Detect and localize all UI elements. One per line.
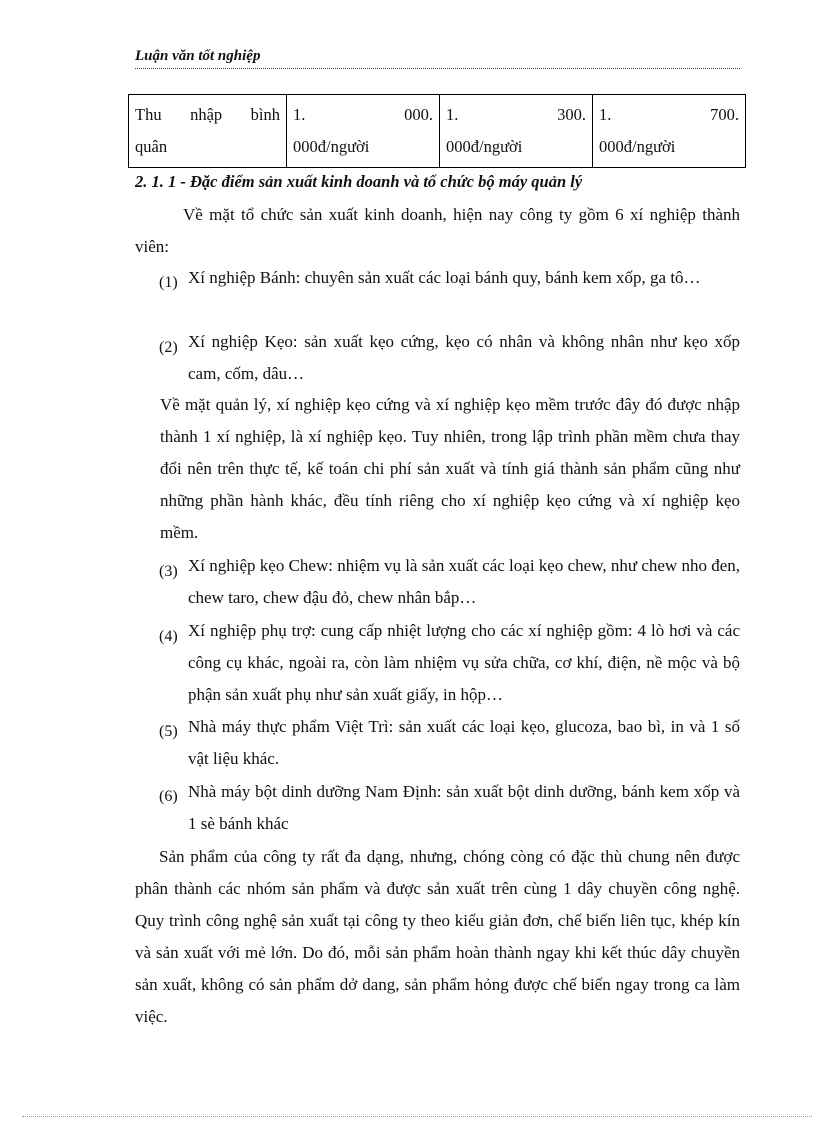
list-number: (4) (159, 628, 178, 645)
income-label-line2: quân (135, 137, 168, 156)
income-cell-2 (440, 95, 593, 168)
header-divider (135, 68, 740, 69)
list-number: (2) (159, 339, 178, 356)
list-number: (3) (159, 563, 178, 580)
intro-paragraph: Về mặt tổ chức sản xuất kinh doanh, hiện nay công ty gồm 6 xí nghiệp thành viên: (135, 205, 740, 256)
income-cell-line2: 000đ/người (446, 137, 523, 156)
income-cell-line2: 000đ/người (599, 137, 676, 156)
list-number: (1) (159, 274, 178, 291)
income-cell-line1: 1. 000. (293, 105, 433, 124)
footer-divider (22, 1116, 812, 1117)
income-table (128, 94, 746, 168)
income-cell-1 (287, 95, 440, 168)
income-cell-3 (593, 95, 746, 168)
list-item: Xí nghiệp kẹo Chew: nhiệm vụ là sản xuất các loại kẹo chew, như chew nho đen, chew taro, chew đậu đỏ, chew nhân bắp… (188, 556, 740, 607)
income-label-line1: Thu nhập bình (135, 105, 280, 124)
list-number: (5) (159, 723, 178, 740)
income-cell-line2: 000đ/người (293, 137, 370, 156)
income-cell-line1: 1. 300. (446, 105, 586, 124)
income-label-cell (129, 95, 287, 168)
product-paragraph: Sản phẩm của công ty rất đa dạng, nhưng, chóng còng có đặc thù chung nên được phân thành các nhóm sản phẩm và được sản xuất trên cùng 1 dây chuyền công nghệ. Quy trình công nghệ sản xuất tại công ty theo kiểu giản đơn, chế biến liên tục, khép kín và sản xuất với mẻ lớn. Do đó, mỗi sản phẩm hoàn thành ngay khi kết thúc dây chuyền sản xuất, không có sản phẩm dở dang, sản phẩm hỏng được chế biến ngay trong ca làm việc. (135, 847, 740, 1026)
list-item: Xí nghiệp Bánh: chuyên sản xuất các loại bánh quy, bánh kem xốp, ga tô… (188, 268, 701, 287)
list-item: Xí nghiệp Kẹo: sản xuất kẹo cứng, kẹo có nhân và không nhân như kẹo xốp cam, cốm, dâu… (188, 332, 740, 383)
list-item: Xí nghiệp phụ trợ: cung cấp nhiệt lượng cho các xí nghiệp gồm: 4 lò hơi và các công cụ khác, ngoài ra, còn làm nhiệm vụ sửa chữa, cơ khí, điện, nề mộc và bộ phận sản xuất phụ như sản xuất giấy, in hộp… (188, 621, 740, 704)
section-title: 2. 1. 1 - Đặc điểm sản xuất kinh doanh và tổ chức bộ máy quản lý (135, 172, 583, 191)
list-item: Nhà máy thực phẩm Việt Trì: sản xuất các loại kẹo, glucoza, bao bì, in và 1 số vật liệu khác. (188, 717, 740, 768)
header-title: Luận văn tốt nghiệp (135, 48, 261, 64)
list-number: (6) (159, 788, 178, 805)
list-item: Nhà máy bột dinh dưỡng Nam Định: sản xuất bột dinh dưỡng, bánh kem xốp và 1 sè bánh khác (188, 782, 740, 833)
management-paragraph: Về mặt quản lý, xí nghiệp kẹo cứng và xí nghiệp kẹo mềm trước đây đó được nhập thành 1 xí nghiệp, là xí nghiệp kẹo. Tuy nhiên, trong lập trình phần mềm chưa thay đổi nên trên thực tế, kế toán chi phí sản xuất và tính giá thành sản phẩm cũng như những phần hành khác, đều tính riêng cho xí nghiệp kẹo cứng và xí nghiệp kẹo mềm. (160, 395, 740, 542)
income-cell-line1: 1. 700. (599, 105, 739, 124)
table-row (129, 95, 746, 168)
